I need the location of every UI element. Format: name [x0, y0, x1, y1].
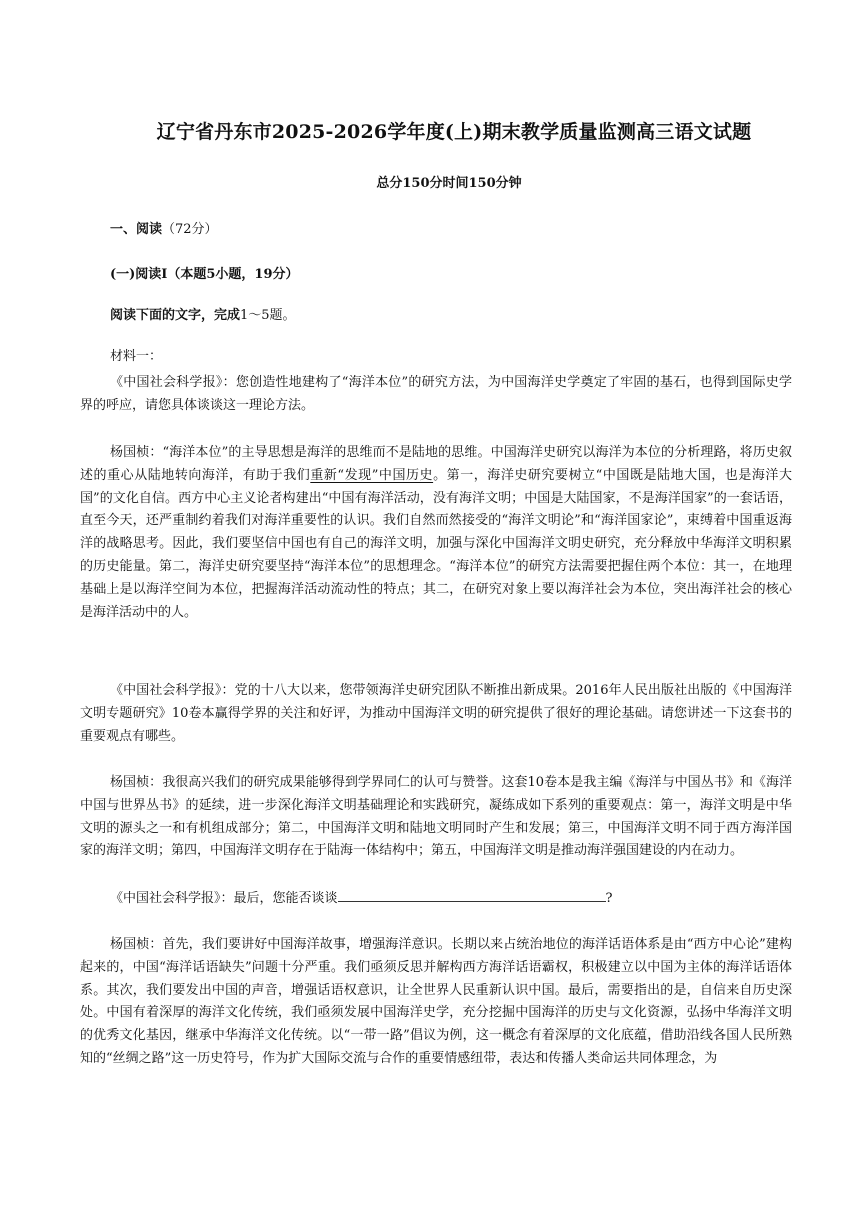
instruction-line	[110, 304, 296, 323]
answer-1-text-before: 杨国桢：“海洋本位”的主导思想是海洋的思维而不是陆地的思维。中国海洋史研究以海洋为本位的分析理路，将历史叙述的重心从陆地转向海洋，有助于我们	[80, 445, 792, 483]
fill-in-blank	[338, 888, 606, 902]
interview-question-1: 《中国社会科学报》：您创造性地建构了“海洋本位”的研究方法，为中国海洋史学奠定了牢固的基石，也得到国际史学界的呼应，请您具体谈谈这一理论方法。	[80, 375, 792, 413]
instruction-bold-text: 阅读下面的文字，完成	[110, 308, 241, 323]
document-title: 辽宁省丹东市2025-2026学年度(上)期末教学质量监测高三语文试题	[156, 121, 752, 143]
interview-answer-2: 杨国桢：我很高兴我们的研究成果能够得到学界同仁的认可与赞誉。这套10卷本是我主编《海洋与中国丛书》和《海洋中国与世界丛书》的延续，进一步深化海洋文明基础理论和实践研究，凝练成如下系列的重要观点：第一，海洋文明是中华文明的源头之一和有机组成部分；第二，中国海洋文明和陆地文明同时产生和发展；第三，中国海洋文明不同于西方海洋国家的海洋文明；第四，中国海洋文明存在于陆海一体结构中；第五，中国海洋文明是推动海洋强国建设的内在动力。	[80, 775, 792, 859]
question-3-mark: ?	[605, 891, 613, 906]
document-subtitle: 总分150分时间150分钟	[376, 176, 522, 191]
subsection-heading: (一)阅读Ⅰ（本题5小题，19分）	[110, 267, 299, 282]
section-heading-reading	[110, 218, 218, 237]
section-heading-score: （72分）	[162, 222, 218, 237]
instruction-question-range: 1～5题。	[240, 308, 296, 323]
underlined-phrase: 重新“发现”中国历史	[310, 467, 434, 483]
interview-answer-3: 杨国桢：首先，我们要讲好中国海洋故事，增强海洋意识。长期以来占统治地位的海洋话语体系是由“西方中心论”建构起来的，中国“海洋话语缺失”问题十分严重。我们亟须反思并解构西方海洋话语霸权，积极建立以中国为主体的海洋话语体系。其次，我们要发出中国的声音，增强话语权意识，让全世界人民重新认识中国。最后，需要指出的是，自信来自历史深处。中国有着深厚的海洋文化传统，我们亟须发展中国海洋史学，充分挖掘中国海洋的历史与文化资源，弘扬中华海洋文明的优秀文化基因，继承中华海洋文化传统。以“一带一路”倡议为例，这一概念有着深厚的文化底蕴，借助沿线各国人民所熟知的“丝绸之路”这一历史符号，作为扩大国际交流与合作的重要情感纽带，表达和传播人类命运共同体理念，为	[80, 937, 792, 1066]
material-label: 材料一：	[110, 349, 163, 364]
interview-question-3	[80, 888, 792, 911]
interview-answer-1	[80, 442, 792, 624]
interview-question-2: 《中国社会科学报》：党的十八大以来，您带领海洋史研究团队不断推出新成果。2016年人民出版社出版的《中国海洋文明专题研究》10卷本赢得学界的关注和好评，为推动中国海洋文明的研究提供了很好的理论基础。请您讲述一下这套书的重要观点有哪些。	[80, 683, 792, 744]
answer-1-text-after: 。第一，海洋史研究要树立“中国既是陆地大国，也是海洋大国”的文化自信。西方中心主义论者构建出“中国有海洋活动，没有海洋文明；中国是大陆国家，不是海洋国家”的一套话语，直至今天，还严重制约着我们对海洋重要性的认识。我们自然而然接受的“海洋文明论”和“海洋国家论”，束缚着中国重返海洋的战略思考。因此，我们要坚信中国也有自己的海洋文明，加强与深化中国海洋文明史研究，充分释放中华海洋文明积累的历史能量。第二，海洋史研究要坚持“海洋本位”的思想理念。“海洋本位”的研究方法需要把握住两个本位：其一，在地理基础上是以海洋空间为本位，把握海洋活动流动性的特点；其二，在研究对象上要以海洋社会为本位，突出海洋社会的核心是海洋活动中的人。	[80, 467, 792, 620]
question-3-text: 《中国社会科学报》：最后，您能否谈谈	[110, 891, 338, 906]
section-heading-text: 一、阅读	[110, 222, 163, 237]
